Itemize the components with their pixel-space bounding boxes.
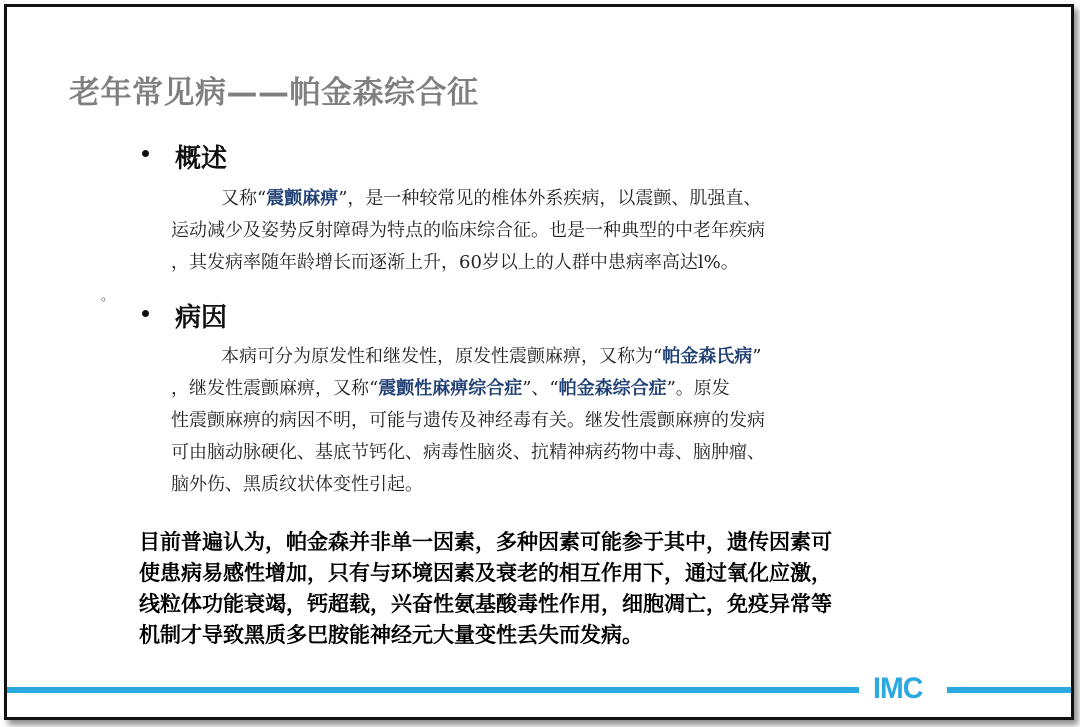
overview-paragraph bbox=[171, 183, 765, 279]
text-run: 脑外伤、黑质纹状体变性引起。 bbox=[171, 474, 423, 495]
highlight-term: 帕金森综合症 bbox=[558, 378, 667, 399]
highlight-term: 震颤性麻痹综合症 bbox=[378, 378, 523, 399]
bullet-icon bbox=[142, 310, 149, 317]
text-run: ”。原发 bbox=[666, 378, 730, 399]
text-run: ，其发病率随年龄增长而逐渐上升，60岁以上的人群中患病率高达l%。 bbox=[171, 252, 739, 273]
overview-line-1 bbox=[171, 183, 765, 215]
cause-line-3 bbox=[171, 405, 765, 437]
footer-stripe-right bbox=[947, 687, 1071, 693]
text-run: 本病可分为原发性和继发性，原发性震颤麻痹，又称为“ bbox=[221, 346, 663, 367]
footer-stripe-left bbox=[7, 687, 859, 693]
summary-line-1: 目前普遍认为，帕金森并非单一因素，多种因素可能参于其中，遗传因素可 bbox=[139, 529, 832, 554]
section-heading-cause: 病因 bbox=[175, 303, 228, 333]
bullet-icon bbox=[142, 150, 149, 157]
text-run: 运动减少及姿势反射障碍为特点的临床综合征。也是一种典型的中老年疾病 bbox=[171, 220, 765, 241]
imc-logo: IMC bbox=[873, 672, 923, 705]
cause-paragraph bbox=[171, 341, 765, 501]
text-run: ”、“ bbox=[522, 378, 559, 399]
text-run: 性震颤麻痹的病因不明，可能与遗传及神经毒有关。继发性震颤麻痹的发病 bbox=[171, 410, 765, 431]
summary-line-3: 线粒体功能衰竭，钙超载，兴奋性氨基酸毒性作用，细胞凋亡，免疫异常等 bbox=[139, 591, 832, 616]
text-run: ” bbox=[752, 346, 762, 367]
cause-line-5 bbox=[171, 469, 765, 501]
summary-line-2: 使患病易感性增加，只有与环境因素及衰老的相互作用下，通过氧化应激， bbox=[139, 560, 832, 585]
cause-line-1 bbox=[171, 341, 765, 373]
slide-title: 老年常见病——帕金森综合征 bbox=[69, 75, 479, 111]
section-heading-overview: 概述 bbox=[175, 144, 228, 174]
highlight-term: 帕金森氏病 bbox=[662, 346, 753, 367]
overview-line-2 bbox=[171, 215, 765, 247]
summary-paragraph bbox=[139, 526, 999, 650]
text-run: ，继发性震颤麻痹，又称“ bbox=[171, 378, 379, 399]
highlight-term: 震颤麻痹 bbox=[266, 188, 339, 209]
text-run: ”，是一种较常见的椎体外系疾病，以震颤、肌强直、 bbox=[338, 188, 762, 209]
stray-punctuation: 。 bbox=[101, 289, 115, 304]
text-run: 又称“ bbox=[221, 188, 267, 209]
cause-line-4 bbox=[171, 437, 765, 469]
summary-line-4: 机制才导致黑质多巴胺能神经元大量变性丢失而发病。 bbox=[139, 622, 643, 647]
slide-frame bbox=[4, 4, 1074, 720]
cause-line-2 bbox=[171, 373, 765, 405]
text-run: 可由脑动脉硬化、基底节钙化、病毒性脑炎、抗精神病药物中毒、脑肿瘤、 bbox=[171, 442, 765, 463]
overview-line-3 bbox=[171, 247, 765, 279]
